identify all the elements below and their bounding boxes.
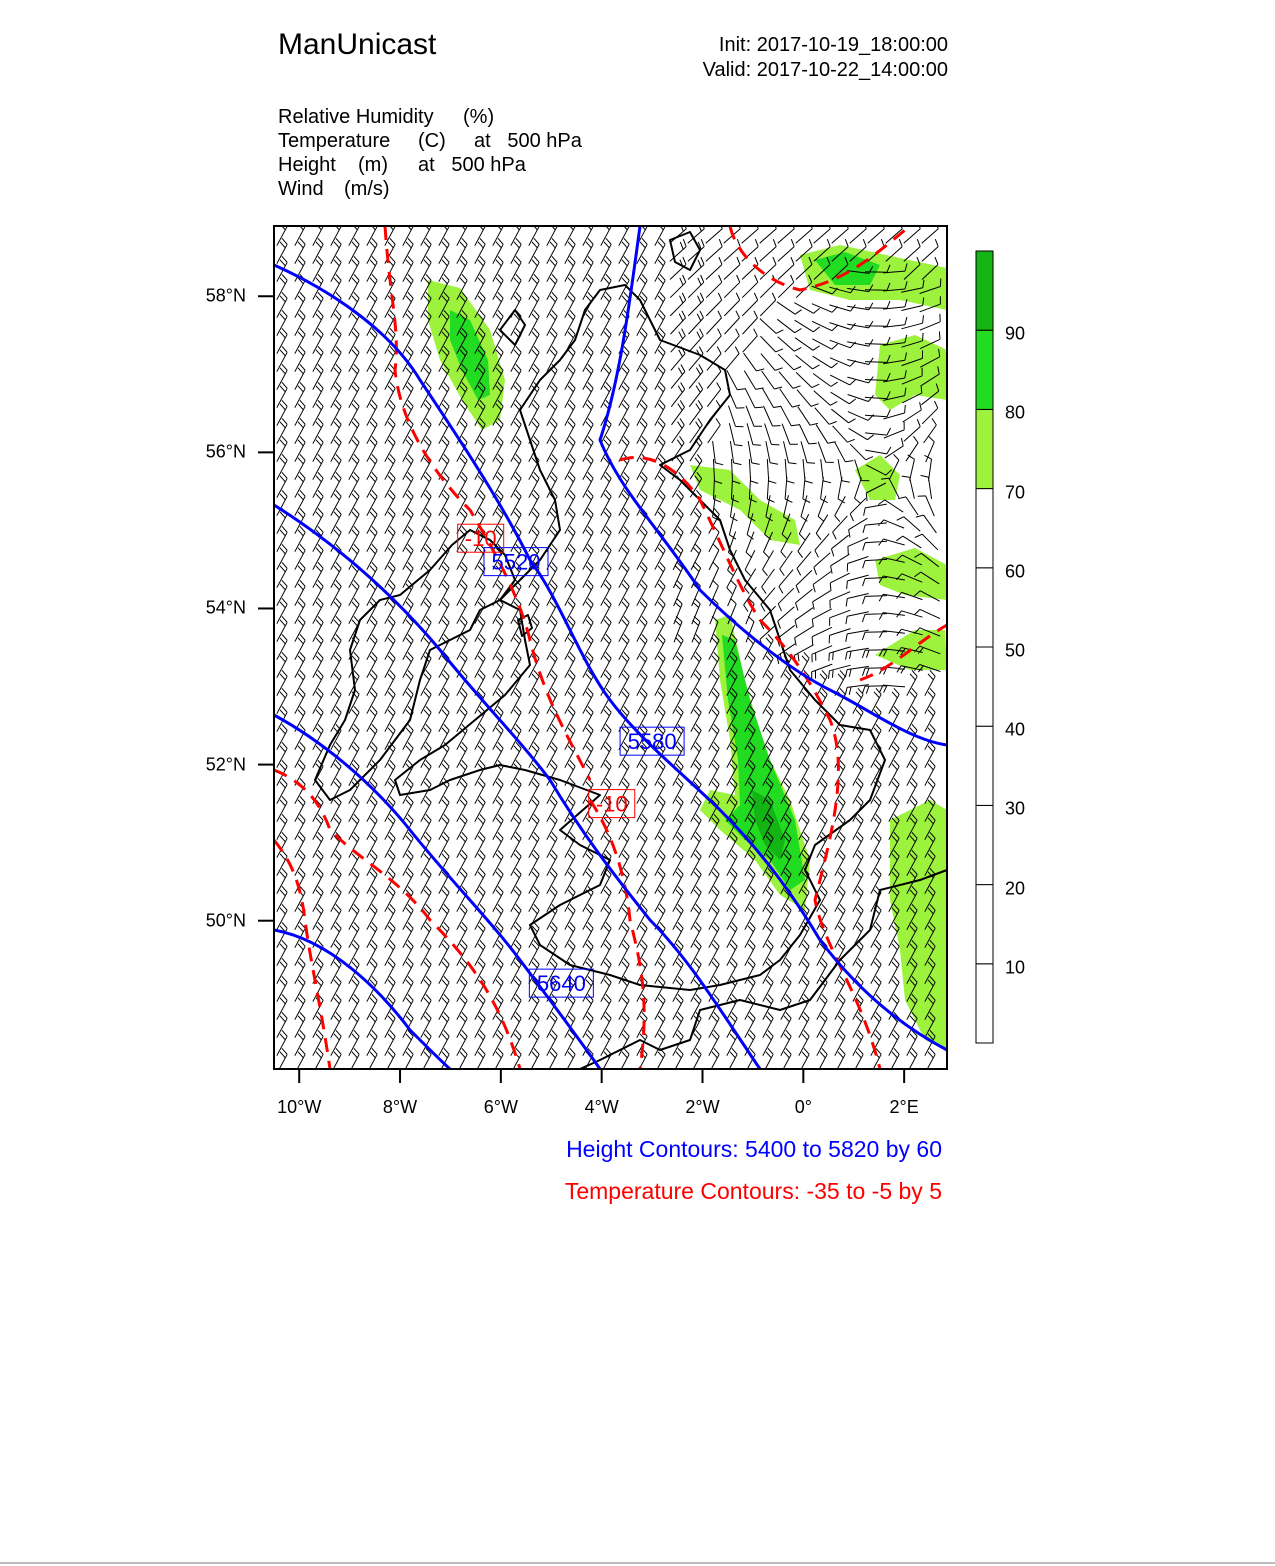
colorbar-bin bbox=[976, 330, 993, 409]
colorbar-bin bbox=[976, 647, 993, 726]
temperature-contour-legend: Temperature Contours: -35 to -5 by 5 bbox=[564, 1178, 942, 1204]
lat-label: 58°N bbox=[205, 285, 246, 306]
colorbar-label: 20 bbox=[1005, 878, 1026, 899]
colorbar-label: 90 bbox=[1005, 323, 1026, 344]
colorbar-label: 80 bbox=[1005, 402, 1026, 423]
field-wind: Wind (m/s) bbox=[278, 178, 390, 200]
temperature-contours bbox=[274, 226, 947, 1069]
page-bottom-rule bbox=[0, 1562, 1275, 1564]
coastline-ireland bbox=[315, 530, 515, 800]
lat-label: 50°N bbox=[205, 910, 246, 931]
lat-label: 52°N bbox=[205, 754, 246, 775]
colorbar-bin bbox=[976, 568, 993, 647]
temperature-contour-label: -10 bbox=[464, 526, 497, 552]
lat-label: 56°N bbox=[205, 441, 246, 462]
height-contour-5580 bbox=[274, 505, 760, 1069]
lon-label: 10°W bbox=[277, 1097, 322, 1117]
lon-label: 2°E bbox=[889, 1097, 919, 1117]
colorbar-bin bbox=[976, 726, 993, 805]
colorbar-bin bbox=[976, 489, 993, 568]
model-title: ManUnicast bbox=[278, 28, 437, 61]
colorbar-bin bbox=[976, 251, 993, 330]
temperature-contour-label: -10 bbox=[595, 791, 628, 817]
colorbar bbox=[976, 251, 993, 1043]
colorbar-bin bbox=[976, 409, 993, 488]
colorbar-label: 10 bbox=[1005, 957, 1026, 978]
colorbar-bin bbox=[976, 885, 993, 964]
lon-label: 4°W bbox=[584, 1097, 619, 1117]
lon-label: 6°W bbox=[483, 1097, 518, 1117]
height-contour-label: 5640 bbox=[536, 971, 586, 997]
lon-label: 2°W bbox=[685, 1097, 720, 1117]
colorbar-bin bbox=[976, 964, 993, 1043]
field-relative-humidity: Relative Humidity (%) bbox=[278, 106, 495, 128]
rh-area-east-2 bbox=[855, 455, 900, 500]
colorbar-label: 30 bbox=[1005, 798, 1026, 819]
rh-shading bbox=[428, 245, 947, 1050]
colorbar-label: 60 bbox=[1005, 561, 1026, 582]
rh-area-east-3 bbox=[875, 548, 947, 600]
height-contour-legend: Height Contours: 5400 to 5820 by 60 bbox=[566, 1136, 942, 1162]
height-contour-label: 5580 bbox=[627, 729, 677, 755]
map-frame bbox=[274, 226, 947, 1069]
init-time: Init: 2017-10-19_18:00:00 bbox=[718, 34, 948, 56]
field-temperature: Temperature (C) at 500 hPa bbox=[278, 130, 582, 152]
wind-barb-field bbox=[277, 220, 941, 1073]
lon-label: 8°W bbox=[382, 1097, 418, 1117]
colorbar-label: 70 bbox=[1005, 482, 1026, 503]
height-contour-label: 5520 bbox=[491, 549, 541, 575]
wind-barbs bbox=[277, 220, 941, 1073]
colorbar-label: 50 bbox=[1005, 640, 1026, 661]
colorbar-bin bbox=[976, 805, 993, 884]
lon-label: 0° bbox=[794, 1097, 812, 1117]
coastline-shetland bbox=[670, 232, 700, 270]
temp-contour-central bbox=[590, 800, 644, 1069]
valid-time: Valid: 2017-10-22_14:00:00 bbox=[702, 59, 948, 81]
lat-label: 54°N bbox=[205, 597, 246, 618]
rh-area-east-6 bbox=[690, 465, 800, 545]
colorbar-label: 40 bbox=[1005, 719, 1026, 740]
height-contours bbox=[274, 226, 947, 1069]
field-height: Height (m) at 500 hPa bbox=[278, 154, 526, 176]
